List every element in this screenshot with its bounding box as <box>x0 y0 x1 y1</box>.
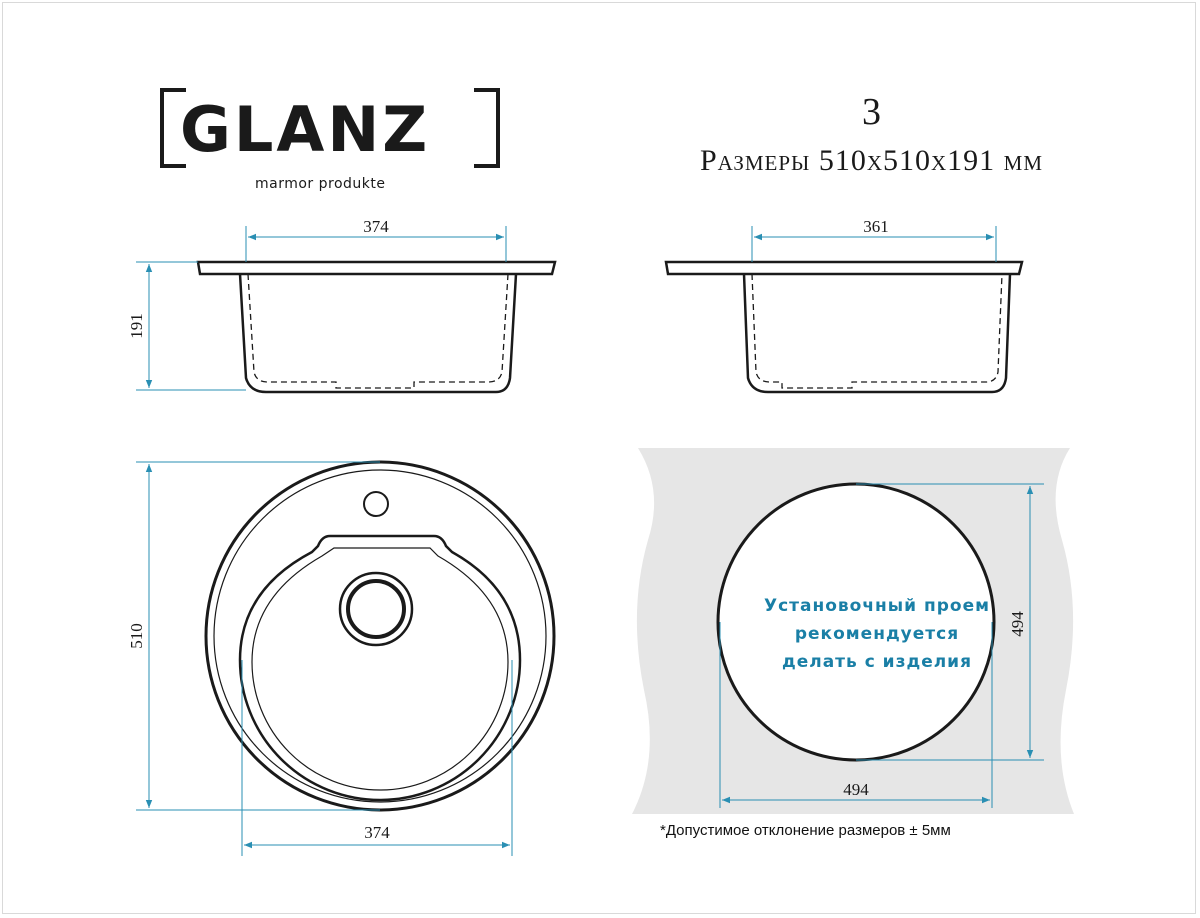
cutout-instruction-line: Установочный проем <box>763 596 990 616</box>
cutout-instruction-line: рекомендуется <box>794 624 960 644</box>
top-view <box>206 462 554 810</box>
cutout-instruction-line: делать с изделия <box>781 652 973 672</box>
front-elevation-view <box>198 262 555 392</box>
top-diameter-label: 510 <box>127 623 146 649</box>
cutout-width-label: 494 <box>843 780 869 799</box>
side-elevation-view <box>666 262 1022 392</box>
tolerance-note: *Допустимое отклонение размеров ± 5мм <box>660 822 951 839</box>
side-width-label: 361 <box>863 217 889 236</box>
model-number: 3 <box>862 91 881 133</box>
brand-logo: GLANZ <box>180 93 431 166</box>
cutout-height-label: 494 <box>1008 611 1027 637</box>
front-width-label: 374 <box>363 217 389 236</box>
cutout-instruction <box>712 592 1042 676</box>
top-bowl-width-label: 374 <box>364 823 390 842</box>
brand-tagline: marmor produkte <box>255 176 386 192</box>
front-height-label: 191 <box>127 313 146 339</box>
top-diameter-dimension <box>136 462 380 810</box>
dimensions-title: Размеры 510х510х191 мм <box>700 144 1044 177</box>
front-height-dimension <box>136 262 246 390</box>
